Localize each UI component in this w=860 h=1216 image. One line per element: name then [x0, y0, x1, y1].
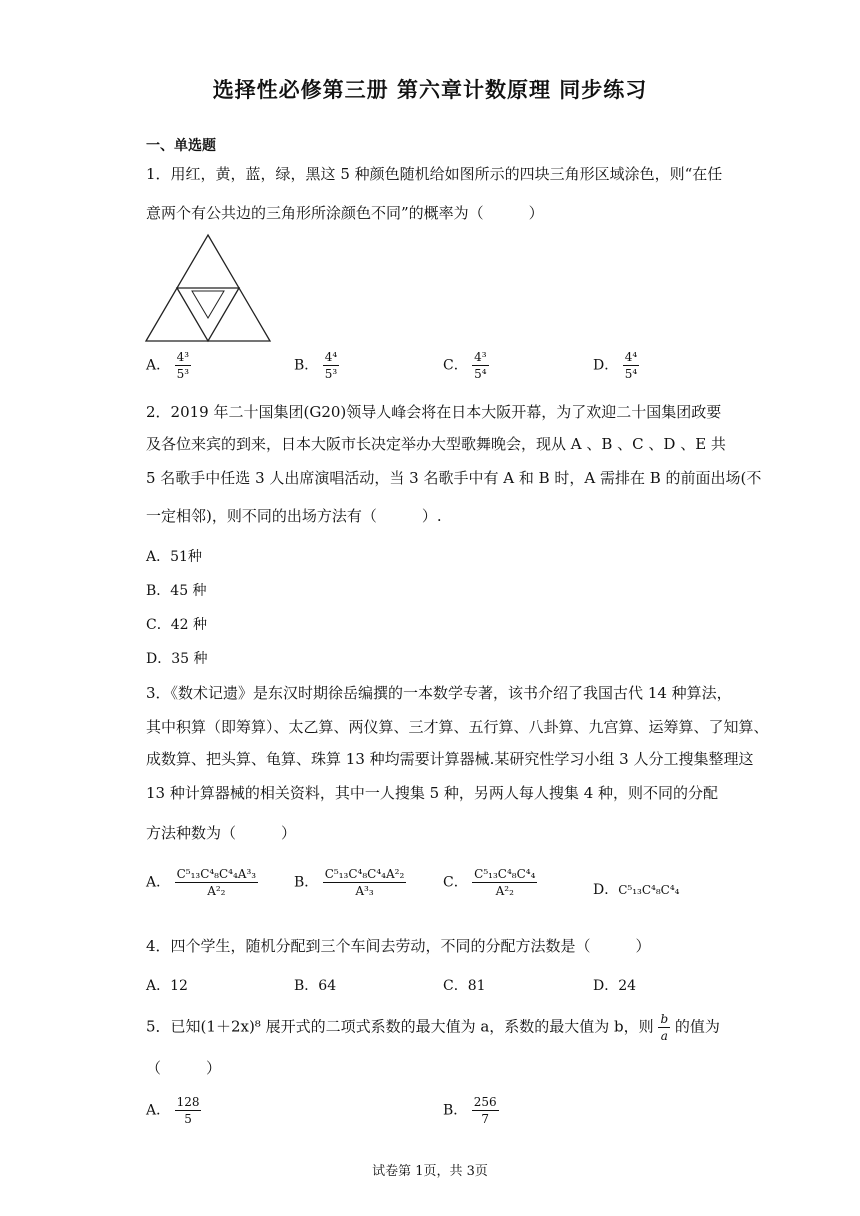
q4-option-c[interactable]: C．81 — [443, 978, 486, 994]
q3-option-d[interactable]: D．C⁵₁₃C⁴₈C⁴₄ — [593, 882, 680, 898]
section-heading: 一、单选题 — [146, 138, 216, 154]
q1-option-d[interactable]: D． $\frac{\text{4⁴}}{\text{5⁴}}$ — [593, 350, 638, 381]
q2-line1: 2．2019 年二十国集团(G20)领导人峰会将在日本大阪开幕，为了欢迎二十国集团政要 — [146, 403, 722, 421]
q5-option-a[interactable]: A． $\frac{128}{5}$ — [146, 1095, 200, 1126]
page-footer: 试卷第 1页，共 3页 — [372, 1164, 488, 1179]
q3-line3: 成数算、把头算、龟算、珠算 13 种均需要计算器械.某研究性学习小组 3 人分工搜集整理这 — [146, 750, 754, 768]
q1-line2: 意两个有公共边的三角形所涂颜色不同”的概率为（ ） — [146, 204, 544, 222]
q2-line3: 5 名歌手中任选 3 人出席演唱活动，当 3 名歌手中有 A 和 B 时，A 需排在 B 的前面出场(不 — [146, 469, 762, 487]
q5-option-b[interactable]: B． $\frac{256}{7}$ — [443, 1095, 497, 1126]
q2-option-c[interactable]: C．42 种 — [146, 617, 207, 633]
q2-option-d[interactable]: D．35 种 — [146, 651, 208, 667]
q1-option-a[interactable]: A． $\frac{\text{4³}}{\text{5³}}$ — [146, 350, 190, 381]
triangle-figure — [144, 233, 274, 345]
q1-option-b[interactable]: B． $\frac{\text{4⁴}}{\text{5³}}$ — [294, 350, 338, 381]
q2-option-a[interactable]: A．51种 — [146, 549, 202, 565]
q1-line1: 1．用红，黄，蓝，绿，黑这 5 种颜色随机给如图所示的四块三角形区域涂色，则“在任 — [146, 165, 723, 183]
q2-line2: 及各位来宾的到来，日本大阪市长决定举办大型歌舞晚会，现从 A 、B 、C 、D 、E 共 — [146, 435, 726, 453]
q3-line5: 方法种数为（ ） — [146, 824, 297, 842]
page-title: 选择性必修第三册 第六章计数原理 同步练习 — [212, 78, 648, 102]
q4-option-a[interactable]: A．12 — [146, 978, 188, 994]
q5-line1: 5．已知(1＋2x)⁸ 展开式的二项式系数的最大值为 a，系数的最大值为 b，则 $\frac{b}{a}$ 的值为 — [146, 1012, 720, 1043]
q4-line1: 4．四个学生，随机分配到三个车间去劳动，不同的分配方法数是（ ） — [146, 937, 651, 955]
q4-option-d[interactable]: D．24 — [593, 978, 637, 994]
q3-option-b[interactable]: B． $\frac{\text{C⁵₁₃C⁴₈C⁴₄A²₂}}{\text{A³₃}}$ — [294, 867, 405, 898]
q3-option-c[interactable]: C． $\frac{\text{C⁵₁₃C⁴₈C⁴₄}}{\text{A²₂}}$ — [443, 867, 536, 898]
q3-line1: 3．《数术记遗》是东汉时期徐岳编撰的一本数学专著，该书介绍了我国古代 14 种算法， — [146, 684, 732, 702]
q2-line4: 一定相邻)，则不同的出场方法有（ ）. — [146, 507, 442, 525]
q4-option-b[interactable]: B．64 — [294, 978, 337, 994]
q1-option-c[interactable]: C． $\frac{\text{4³}}{\text{5⁴}}$ — [443, 350, 487, 381]
q3-line2: 其中积算（即筹算）、太乙算、两仪算、三才算、五行算、八卦算、九宫算、运筹算、了知算、 — [146, 718, 769, 736]
q2-option-b[interactable]: B．45 种 — [146, 583, 207, 599]
q3-line4: 13 种计算器械的相关资料，其中一人搜集 5 种，另两人每人搜集 4 种，则不同的分配 — [146, 784, 719, 802]
q3-option-a[interactable]: A． $\frac{\text{C⁵₁₃C⁴₈C⁴₄A³₃}}{\text{A²₂}}$ — [146, 867, 257, 898]
q5-line2: （ ） — [146, 1059, 222, 1077]
